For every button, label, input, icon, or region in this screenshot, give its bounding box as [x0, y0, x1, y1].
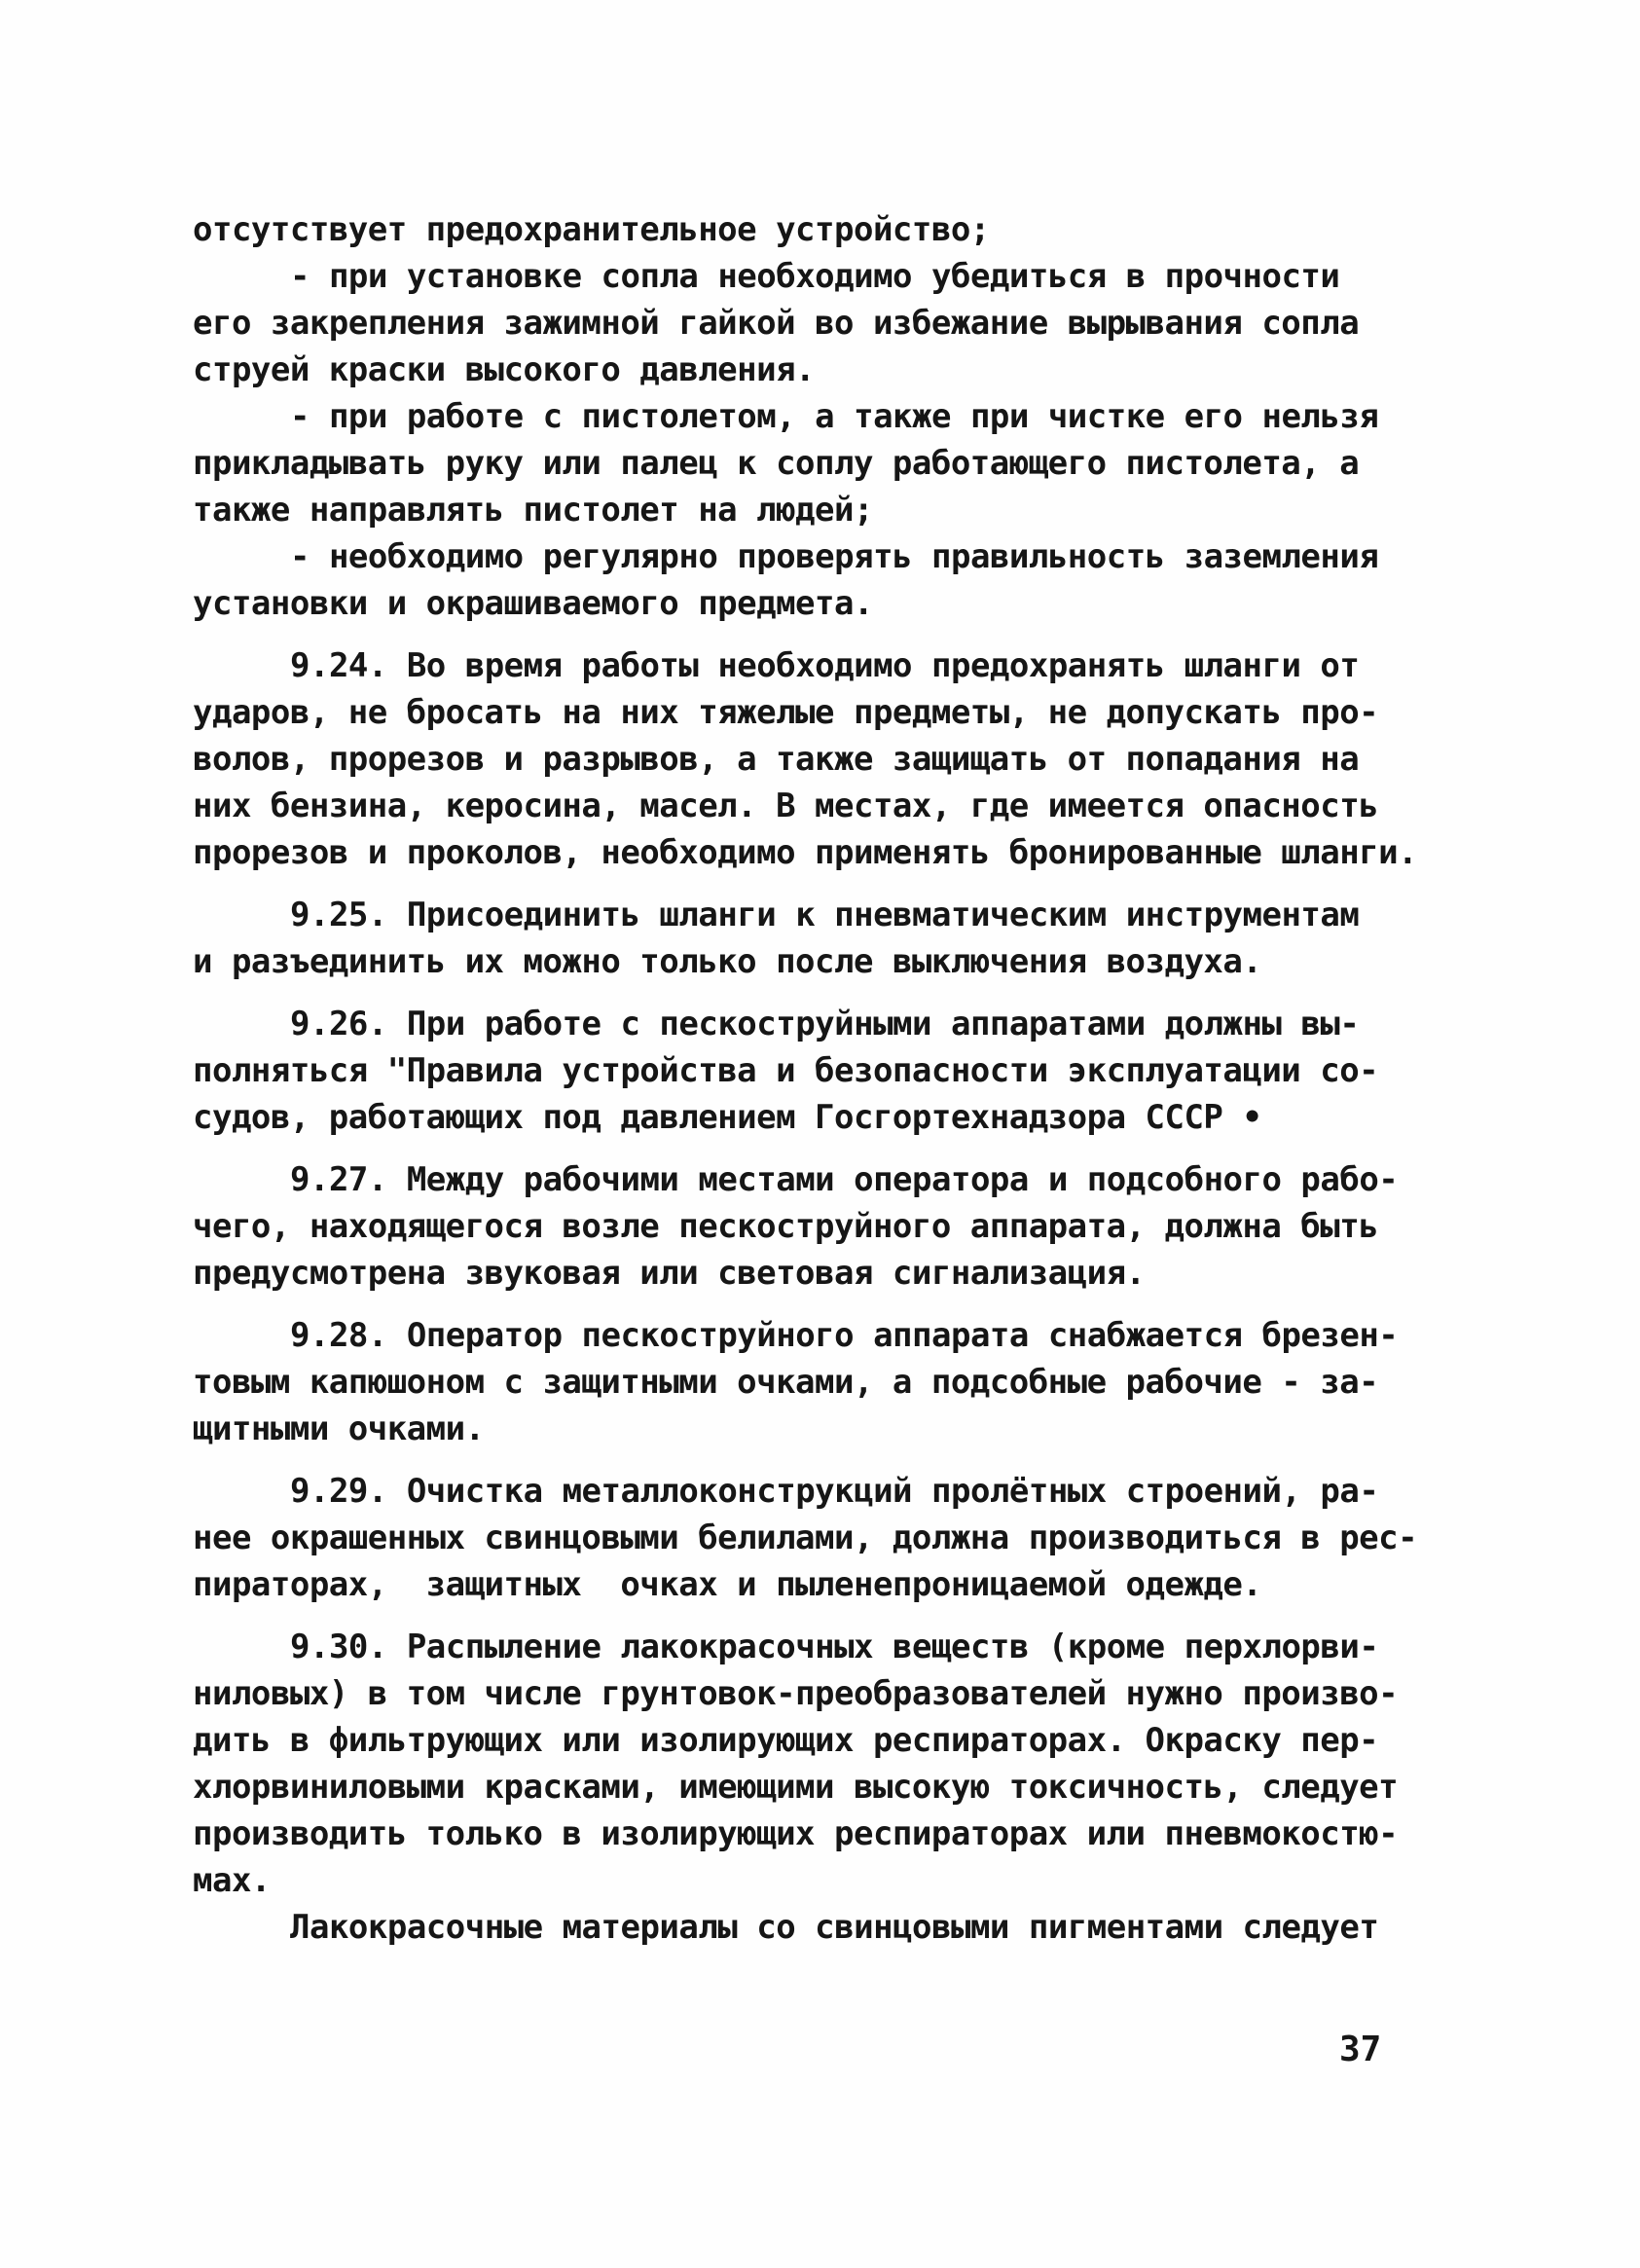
text-line: - при установке сопла необходимо убедиться в прочности — [290, 257, 1340, 296]
page-number: 37 — [1339, 2030, 1382, 2069]
paragraph-pistol-work — [193, 393, 1419, 533]
text-line: - при работе с пистолетом, а также при чистке его нельзя — [290, 397, 1379, 436]
section-9-27 — [193, 1156, 1419, 1297]
text-line: 9.29. Очистка металлоконструкций пролётных строений, ра- — [290, 1472, 1379, 1511]
text-line: волов, прорезов и разрывов, а также защищать от попадания на — [193, 740, 1360, 779]
text-line: товым капюшоном с защитными очками, а подсобные рабочие - за- — [193, 1363, 1379, 1402]
text-line: отсутствует предохранительное устройство; — [193, 210, 990, 249]
text-line: 9.28. Оператор пескоструйного аппарата снабжается брезен- — [290, 1316, 1399, 1355]
text-line: струей краски высокого давления. — [193, 350, 816, 389]
section-9-25 — [193, 892, 1419, 985]
text-line: производить только в изолирующих респираторах или пневмокостю- — [193, 1814, 1399, 1853]
text-line: прорезов и проколов, необходимо применять бронированные шланги. — [193, 833, 1418, 872]
text-line: полняться "Правила устройства и безопасности эксплуатации со- — [193, 1051, 1379, 1090]
text-line: щитными очками. — [193, 1409, 485, 1448]
text-line: - необходимо регулярно проверять правильность заземления — [290, 537, 1379, 576]
text-line: хлорвиниловыми красками, имеющими высокую токсичность, следует — [193, 1768, 1399, 1807]
paragraph-nozzle-install — [193, 253, 1419, 393]
section-9-30 — [193, 1624, 1419, 1904]
text-line: 9.26. При работе с пескоструйными аппаратами должны вы- — [290, 1005, 1360, 1043]
text-line: судов, работающих под давлением Госгортехнадзора СССР • — [193, 1098, 1262, 1137]
text-line: 9.30. Распыление лакокрасочных веществ (кроме перхлорви- — [290, 1628, 1379, 1666]
paragraph-grounding — [193, 533, 1419, 627]
text-line: ниловых) в том числе грунтовок-преобразователей нужно произво- — [193, 1674, 1399, 1713]
text-line: прикладывать руку или палец к соплу работающего пистолета, а — [193, 444, 1360, 483]
section-9-24 — [193, 642, 1419, 876]
text-line: и разъединить их можно только после выключения воздуха. — [193, 942, 1262, 981]
section-9-29 — [193, 1468, 1419, 1608]
text-line: его закрепления зажимной гайкой во избежание вырывания сопла — [193, 304, 1360, 343]
paragraph-lead-pigments — [193, 1904, 1419, 1951]
section-9-28 — [193, 1312, 1419, 1452]
text-line: также направлять пистолет на людей; — [193, 491, 873, 530]
text-line: пираторах, защитных очках и пыленепроницаемой одежде. — [193, 1565, 1262, 1604]
text-line: мах. — [193, 1861, 271, 1900]
text-line: установки и окрашиваемого предмета. — [193, 584, 873, 623]
text-line: предусмотрена звуковая или световая сигнализация. — [193, 1254, 1146, 1293]
text-line: 9.24. Во время работы необходимо предохранять шланги от — [290, 646, 1360, 685]
text-line: нее окрашенных свинцовыми белилами, должна производиться в рес- — [193, 1518, 1418, 1557]
paragraph-continuation — [193, 206, 1419, 253]
text-line: 9.25. Присоединить шланги к пневматическим инструментам — [290, 896, 1360, 934]
text-line: дить в фильтрующих или изолирующих респираторах. Окраску пер- — [193, 1721, 1379, 1760]
body-text — [193, 206, 1419, 1951]
text-line: чего, находящегося возле пескоструйного аппарата, должна быть — [193, 1207, 1379, 1246]
text-line: 9.27. Между рабочими местами оператора и подсобного рабо- — [290, 1160, 1399, 1199]
text-line: ударов, не бросать на них тяжелые предметы, не допускать про- — [193, 693, 1379, 732]
section-9-26 — [193, 1001, 1419, 1141]
text-line: Лакокрасочные материалы со свинцовыми пигментами следует — [290, 1908, 1379, 1947]
text-line: них бензина, керосина, масел. В местах, где имеется опасность — [193, 786, 1379, 825]
